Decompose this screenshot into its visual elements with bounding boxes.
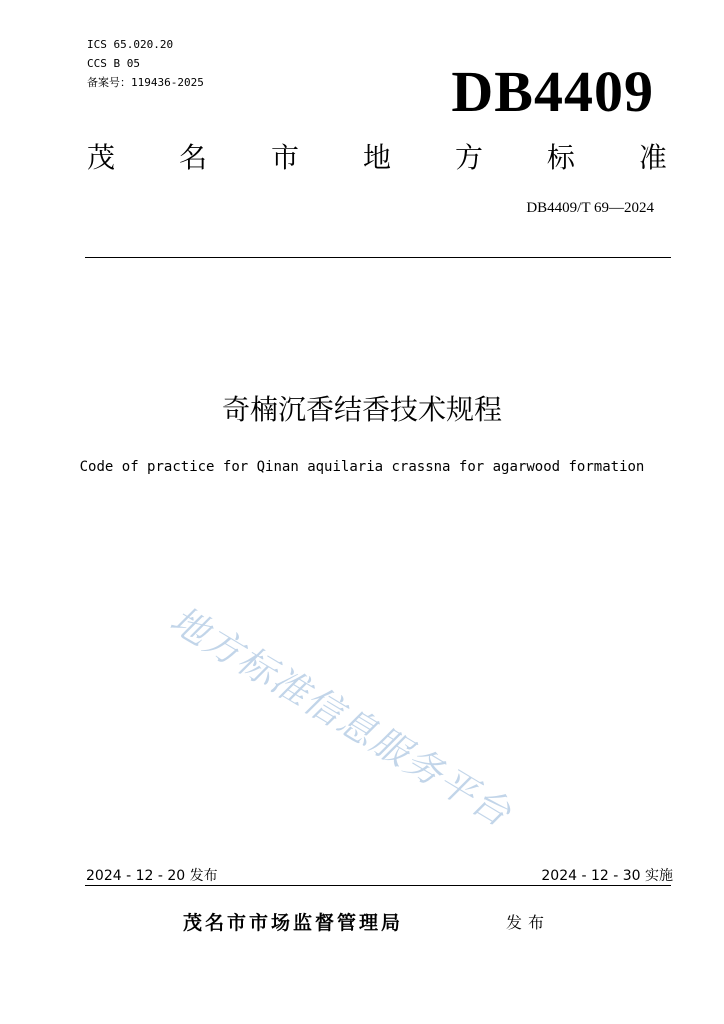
registration-number: 备案号：119436-2025 [87, 76, 204, 89]
bottom-divider [85, 885, 671, 886]
ccs-code: CCS B 05 [87, 57, 140, 70]
issue-date: 2024 - 12 - 20 发布 [86, 868, 218, 884]
publisher-name: 茂名市市场监督管理局 [183, 912, 404, 934]
standard-logo: DB4409 [451, 59, 654, 124]
watermark: 地方标准信息服务平台 [162, 598, 520, 836]
heading-char: 标 [546, 141, 575, 174]
document-title-en: Code of practice for Qinan aquilaria crassna for agarwood formation [79, 459, 645, 475]
ics-code: ICS 65.020.20 [87, 38, 174, 51]
standard-type-heading [87, 138, 667, 178]
publish-label: 发布 [506, 913, 551, 932]
heading-char: 方 [454, 141, 483, 174]
document-title-cn: 奇楠沉香结香技术规程 [221, 393, 502, 426]
implementation-date: 2024 - 12 - 30 实施 [541, 868, 673, 884]
heading-char: 名 [178, 141, 207, 174]
heading-char: 茂 [87, 141, 116, 174]
top-divider [85, 257, 671, 258]
heading-char: 地 [362, 141, 391, 174]
heading-char: 市 [270, 141, 299, 174]
standard-code: DB4409/T 69—2024 [526, 200, 654, 216]
heading-char: 准 [638, 141, 667, 174]
